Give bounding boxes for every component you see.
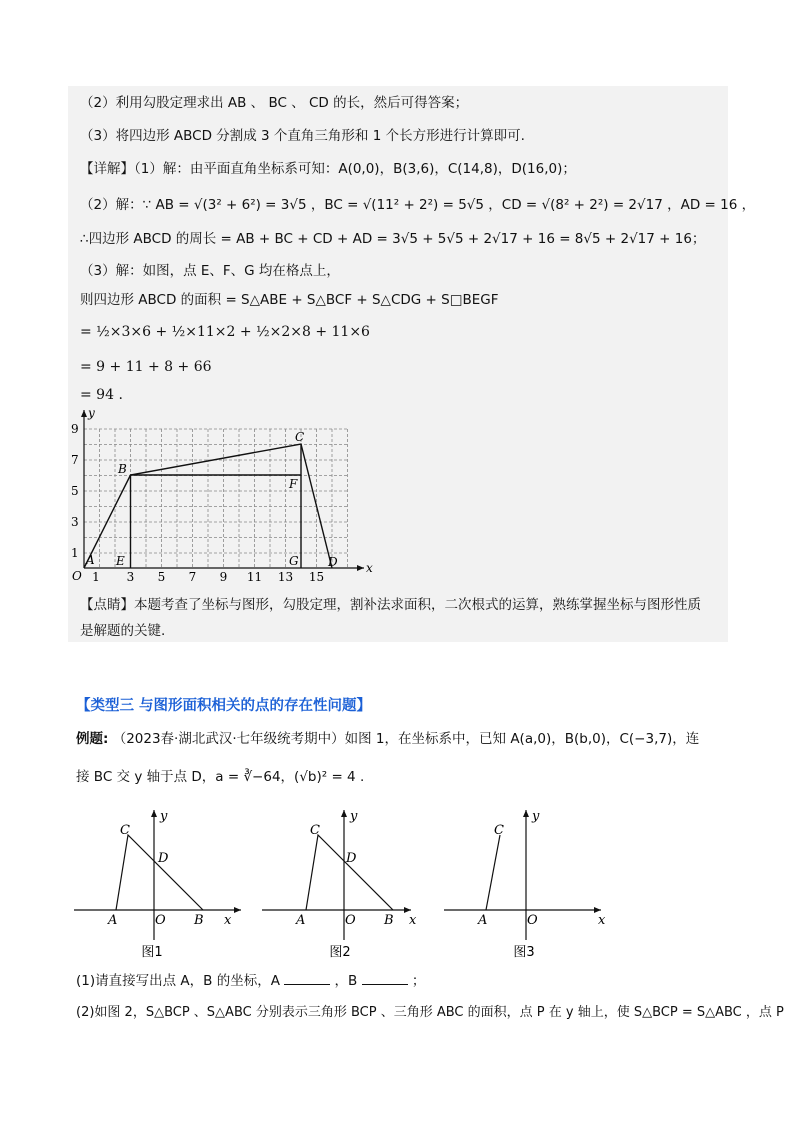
q1-end-text: ； xyxy=(411,973,426,989)
fig1-x-label: x xyxy=(224,913,232,928)
fig1-o-label: O xyxy=(155,913,166,928)
detail-line-3: （3）解：如图，点 E、F、G 均在格点上， xyxy=(80,263,340,279)
area-calc-line: = ½×3×6 + ½×11×2 + ½×2×8 + 11×6 xyxy=(80,324,370,340)
solution-line-2: （2）利用勾股定理求出 AB 、 BC 、 CD 的长，然后可得答案； xyxy=(80,95,469,111)
fig1-c-label: C xyxy=(120,823,130,838)
x-tick-3: 3 xyxy=(126,570,135,584)
grid-lines xyxy=(84,429,348,568)
fig2-d-label: D xyxy=(346,851,357,866)
point-f-label: F xyxy=(289,477,298,491)
example-text: （2023春·湖北武汉·七年级统考期中）如图 1，在坐标系中，已知 A(a,0)，B(b,0)，C(−3,7)，连 xyxy=(112,731,700,747)
fig3-o-label: O xyxy=(527,913,538,928)
point-c-label: C xyxy=(295,430,305,444)
x-tick-13: 13 xyxy=(277,570,294,584)
fig3-x-label: x xyxy=(598,913,606,928)
detail-line-1: 【详解】（1）解：由平面直角坐标系可知：A(0,0)，B(3,6)，C(14,8)，D(16,0)； xyxy=(80,161,576,177)
example-line-2: 接 BC 交 y 轴于点 D，a = ∛−64，(√b)² = 4 . xyxy=(76,769,365,785)
fig2-b-label: B xyxy=(384,913,394,928)
point-g-label: G xyxy=(289,554,299,568)
fig2-caption: 图2 xyxy=(329,945,351,960)
fig1-a-label: A xyxy=(108,913,118,928)
point-e-label: E xyxy=(116,554,125,568)
point-d-label: D xyxy=(328,555,338,569)
fig1-caption: 图1 xyxy=(141,945,163,960)
y-tick-9: 9 xyxy=(71,422,79,436)
fig1-b-label: B xyxy=(194,913,204,928)
x-axis-label: x xyxy=(366,561,373,575)
y-axis-label: y xyxy=(88,406,95,420)
fig2-a-label: A xyxy=(296,913,306,928)
solution-line-3: （3）将四边形 ABCD 分割成 3 个直角三角形和 1 个长方形进行计算即可. xyxy=(80,128,525,144)
y-tick-3: 3 xyxy=(71,515,79,529)
x-tick-11: 11 xyxy=(246,570,263,584)
example-label: 例题: xyxy=(76,731,109,747)
q1-text: (1)请直接写出点 A，B 的坐标，A xyxy=(76,973,280,989)
point-a-label: A xyxy=(86,553,95,567)
fig1-y-label: y xyxy=(160,809,168,824)
x-tick-15: 15 xyxy=(308,570,325,584)
fig3-a-label: A xyxy=(478,913,488,928)
x-tick-5: 5 xyxy=(157,570,166,584)
fig1-d-label: D xyxy=(158,851,169,866)
section-heading: 【类型三 与图形面积相关的点的存在性问题】 xyxy=(76,698,372,714)
question-2: (2)如图 2，S△BCP 、S△ABC 分别表示三角形 BCP 、三角形 ABC 的面积，点 P 在 y 轴上，使 S△BCP = S△ABC ，点 P xyxy=(76,1005,784,1020)
y-tick-7: 7 xyxy=(71,453,79,467)
fig2-o-label: O xyxy=(345,913,356,928)
area-sum-line: = 9 + 11 + 8 + 66 xyxy=(80,359,212,375)
y-tick-1: 1 xyxy=(71,546,79,560)
origin-label: O xyxy=(72,569,82,583)
fig3-c-label: C xyxy=(494,823,504,838)
answer-b-blank[interactable] xyxy=(362,972,408,985)
fig3-caption: 图3 xyxy=(513,945,535,960)
fig3-y-label: y xyxy=(532,809,540,824)
fig2-c-label: C xyxy=(310,823,320,838)
perimeter-line: ∴四边形 ABCD 的周长 = AB + BC + CD + AD = 3√5 + 5√5 + 2√17 + 16 = 8√5 + 2√17 + 16； xyxy=(80,231,706,247)
y-tick-5: 5 xyxy=(71,484,79,498)
question-1 xyxy=(76,972,425,990)
answer-a-blank[interactable] xyxy=(284,972,330,985)
grid-coordinate-figure xyxy=(64,404,384,584)
figure-3 xyxy=(444,810,601,940)
detail-line-2: （2）解：∵ AB = √(3² + 6²) = 3√5 ，BC = √(11² + 2²) = 5√5 ，CD = √(8² + 2²) = 2√17 ，AD = 16 ， xyxy=(80,197,756,213)
point-b-label: B xyxy=(118,462,127,476)
x-tick-1: 1 xyxy=(92,570,100,584)
comment-line-1: 【点睛】本题考查了坐标与图形，勾股定理，割补法求面积，二次根式的运算，熟练掌握坐标与图形性质 xyxy=(80,597,701,613)
example-figures xyxy=(66,800,626,970)
fig2-y-label: y xyxy=(350,809,358,824)
area-result-line: = 94 . xyxy=(80,387,123,403)
comment-line-2: 是解题的关键. xyxy=(80,623,166,639)
fig2-x-label: x xyxy=(409,913,417,928)
area-formula-line: 则四边形 ABCD 的面积 = S△ABE + S△BCF + S△CDG + S□BEGF xyxy=(80,292,499,308)
example-line-1 xyxy=(76,730,699,748)
x-tick-9: 9 xyxy=(219,570,228,584)
q1-mid-text: ，B xyxy=(334,973,358,989)
x-tick-7: 7 xyxy=(188,570,197,584)
